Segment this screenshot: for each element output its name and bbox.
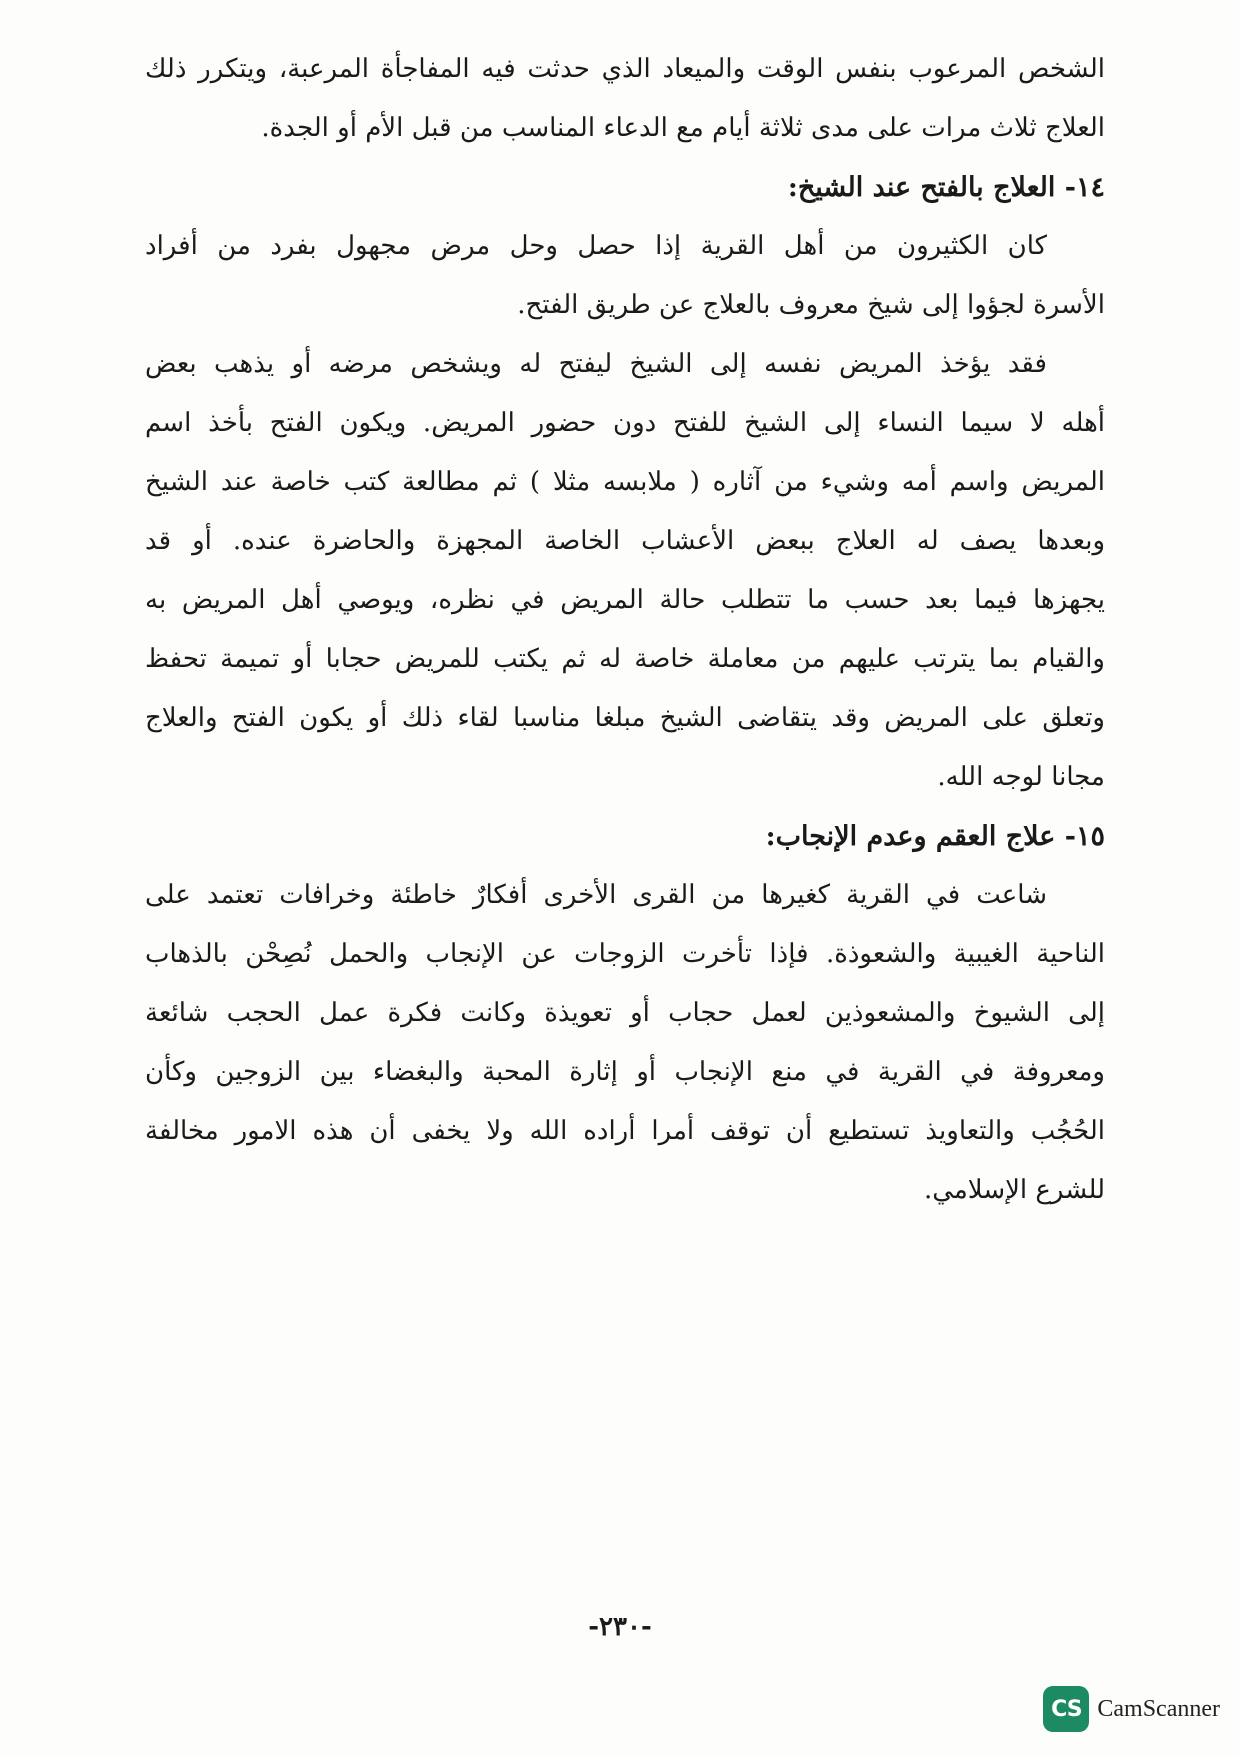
text-line: الشخص المرعوب بنفس الوقت والميعاد الذي حدثت فيه المفاجأة المرعبة، ويتكرر ذلك xyxy=(145,54,1105,84)
camscanner-watermark xyxy=(1043,1685,1220,1733)
camscanner-logo-icon: CS xyxy=(1043,1686,1089,1732)
text-line: مجانا لوجه الله. xyxy=(937,762,1105,792)
text-line: كان الكثيرون من أهل القرية إذا حصل وحل مرض مجهول بفرد من أفراد xyxy=(145,231,1047,261)
text-line: أهله لا سيما النساء إلى الشيخ للفتح دون حضور المريض. ويكون الفتح بأخذ اسم xyxy=(145,408,1105,438)
camscanner-name: CamScanner xyxy=(1097,1695,1220,1722)
text-line: الأسرة لجؤوا إلى شيخ معروف بالعلاج عن طريق الفتح. xyxy=(517,290,1105,320)
text-line: ومعروفة في القرية في منع الإنجاب أو إثارة المحبة والبغضاء بين الزوجين وكأن xyxy=(145,1057,1105,1087)
text-line: العلاج ثلاث مرات على مدى ثلاثة أيام مع الدعاء المناسب من قبل الأم أو الجدة. xyxy=(261,113,1105,143)
text-line: وتعلق على المريض وقد يتقاضى الشيخ مبلغا مناسبا لقاء ذلك أو يكون الفتح والعلاج xyxy=(145,703,1105,733)
text-line: والقيام بما يترتب عليهم من معاملة خاصة له ثم يكتب للمريض حجابا أو تميمة تحفظ xyxy=(145,644,1105,674)
text-line: وبعدها يصف له العلاج ببعض الأعشاب الخاصة المجهزة والحاضرة عنده. أو قد xyxy=(145,526,1105,556)
text-line: يجهزها فيما بعد حسب ما تتطلب حالة المريض في نظره، ويوصي أهل المريض به xyxy=(145,585,1105,615)
text-line: المريض واسم أمه وشيء من آثاره ( ملابسه مثلا ) ثم مطالعة كتب خاصة عند الشيخ xyxy=(145,467,1105,497)
page-body xyxy=(145,40,1105,1220)
text-line: إلى الشيوخ والمشعوذين لعمل حجاب أو تعويذة وكانت فكرة عمل الحجب شائعة xyxy=(145,998,1105,1028)
text-line: فقد يؤخذ المريض نفسه إلى الشيخ ليفتح له ويشخص مرضه أو يذهب بعض xyxy=(145,349,1047,379)
section-heading-15: ١٥- علاج العقم وعدم الإنجاب: xyxy=(765,821,1105,852)
text-line: شاعت في القرية كغيرها من القرى الأخرى أفكارٌ خاطئة وخرافات تعتمد على xyxy=(145,880,1047,910)
text-line: للشرع الإسلامي. xyxy=(923,1175,1105,1205)
text-line: الناحية الغيبية والشعوذة. فإذا تأخرت الزوجات عن الإنجاب والحمل نُصِحْن بالذهاب xyxy=(145,939,1105,969)
section-heading-14: ١٤- العلاج بالفتح عند الشيخ: xyxy=(787,172,1105,203)
text-line: الحُجُب والتعاويذ تستطيع أن توقف أمرا أراده الله ولا يخفى أن هذه الامور مخالفة xyxy=(145,1116,1105,1146)
page-number: -٢٣٠- xyxy=(588,1612,652,1642)
